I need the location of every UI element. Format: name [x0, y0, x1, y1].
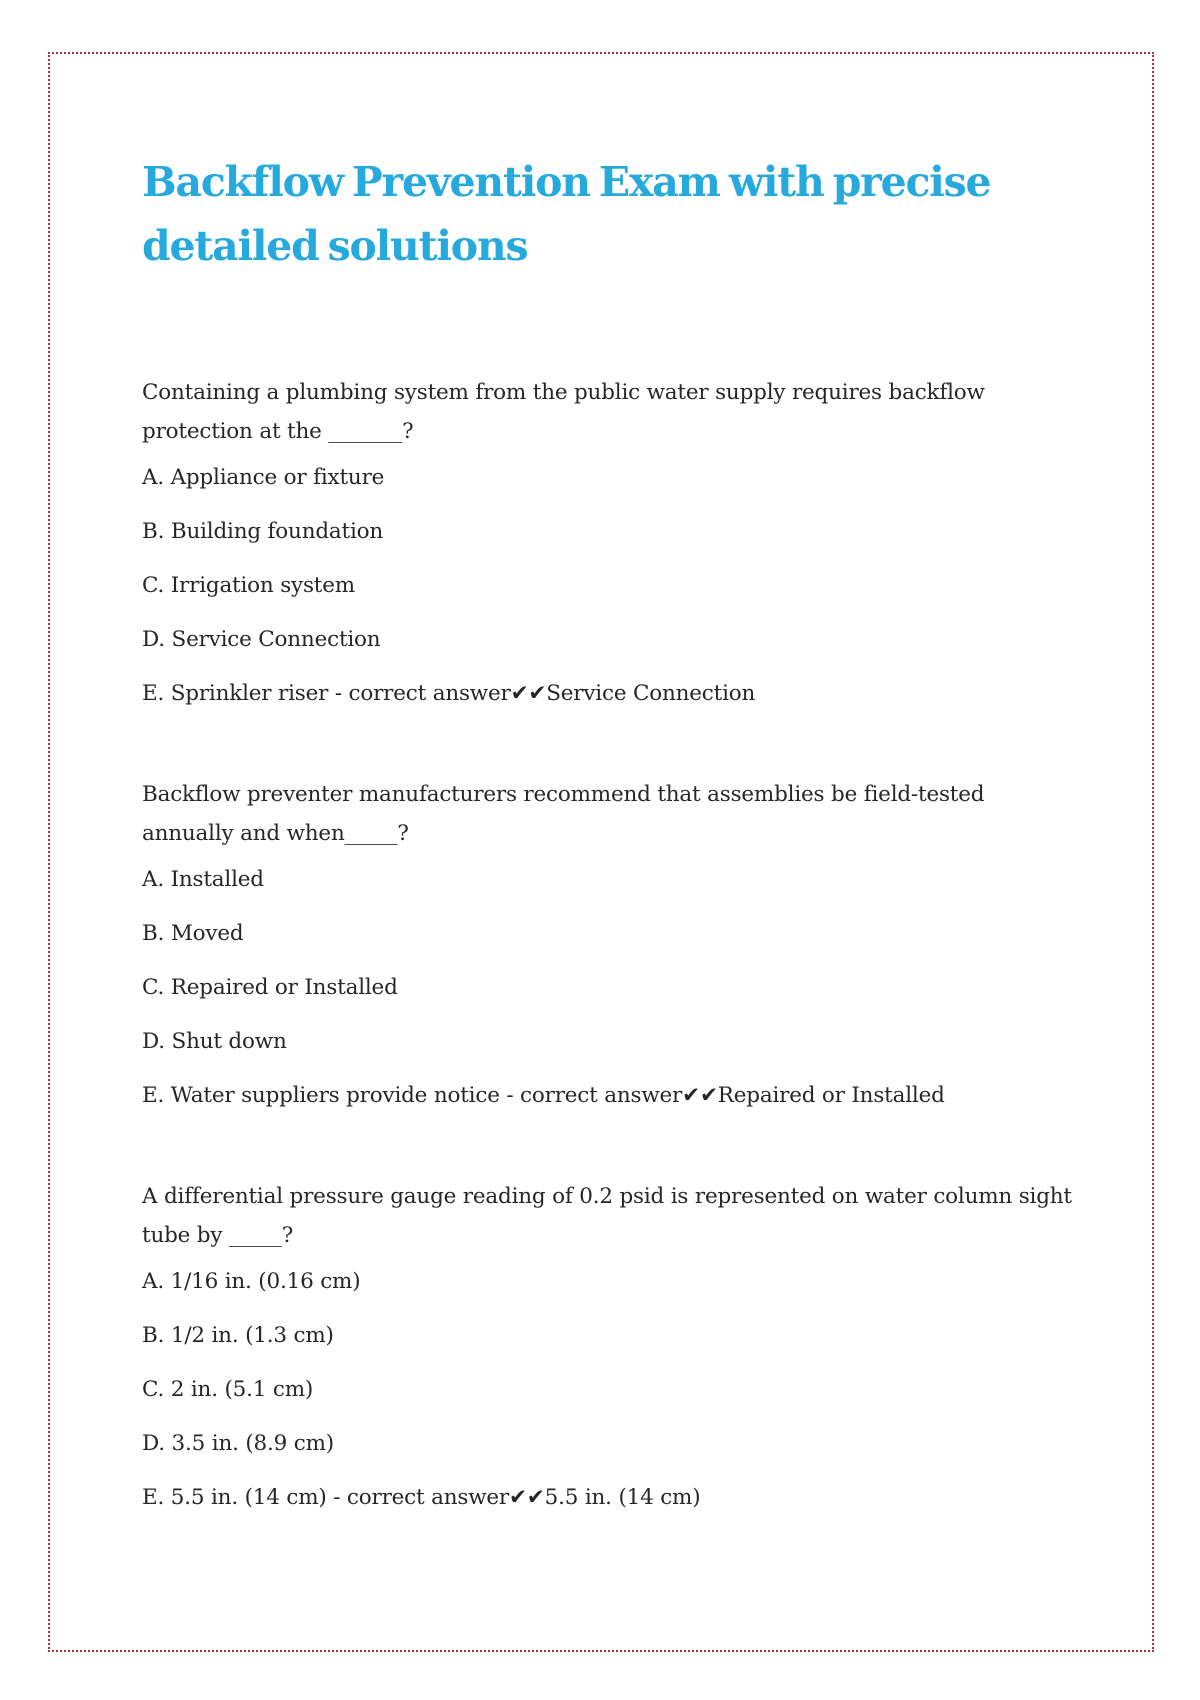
answer-option-a: A. Installed [142, 867, 264, 892]
answer-option-a: A. Appliance or fixture [142, 465, 385, 490]
document-content [142, 150, 1082, 1579]
answer-option-c: C. Irrigation system [142, 573, 355, 598]
answer-option-e: E. Water suppliers provide notice - correct answer✔✔Repaired or Installed [142, 1083, 945, 1108]
document-title: Backflow Prevention Exam with precise detailed solutions [142, 158, 991, 270]
question-text: Backflow preventer manufacturers recommend that assemblies be field-tested annually and when_____? [142, 782, 985, 846]
answer-option-d: D. Shut down [142, 1029, 287, 1054]
answer-option-c: C. Repaired or Installed [142, 975, 398, 1000]
answer-option-e: E. Sprinkler riser - correct answer✔✔Service Connection [142, 681, 756, 706]
question-1 [142, 373, 1082, 707]
answer-option-b: B. Building foundation [142, 519, 384, 544]
question-text: Containing a plumbing system from the public water supply requires backflow protection at the _______? [142, 380, 985, 444]
answer-option-e: E. 5.5 in. (14 cm) - correct answer✔✔5.5 in. (14 cm) [142, 1485, 701, 1510]
answer-option-c: C. 2 in. (5.1 cm) [142, 1377, 314, 1402]
question-3 [142, 1177, 1082, 1511]
answer-option-d: D. Service Connection [142, 627, 381, 652]
question-list [142, 373, 1082, 1511]
answer-option-d: D. 3.5 in. (8.9 cm) [142, 1431, 334, 1456]
answer-option-b: B. Moved [142, 921, 244, 946]
question-text: A differential pressure gauge reading of 0.2 psid is represented on water column sight tube by _____? [142, 1184, 1072, 1248]
question-2 [142, 775, 1082, 1109]
answer-option-a: A. 1/16 in. (0.16 cm) [142, 1269, 361, 1294]
answer-option-b: B. 1/2 in. (1.3 cm) [142, 1323, 334, 1348]
